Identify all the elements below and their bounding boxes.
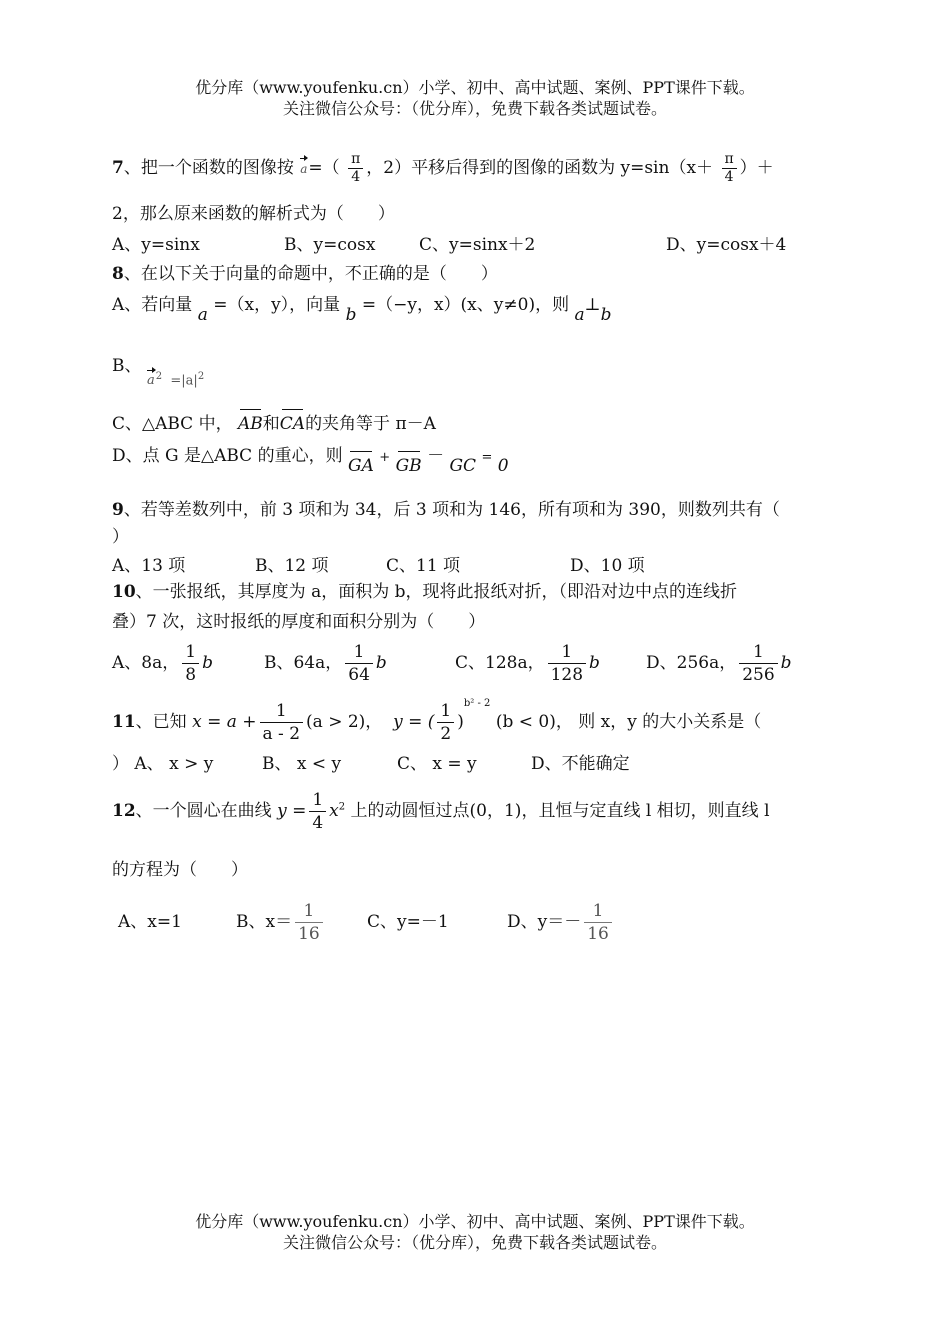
q11-option-c: C、 x = y	[397, 754, 477, 774]
q8-option-d: D、点 G 是△ABC 的重心，则 GA + GB － GC = 0	[112, 446, 509, 476]
q7-number: 7	[112, 158, 124, 178]
q9-option-d: D、10 项	[570, 556, 645, 576]
q7-vector-a: a	[299, 157, 308, 181]
q9-stem: 9、若等差数列中，前 3 项和为 34，后 3 项和为 146，所有项和为 390，则数列共有（	[112, 500, 780, 520]
q7-option-c: C、y=sinx＋2	[419, 235, 536, 255]
q12-option-b: B、x＝ $\frac{1}{16}$	[236, 900, 326, 945]
q11-fraction-2: $\frac{1}{2}$	[437, 700, 454, 745]
q8-number: 8	[112, 264, 124, 284]
q10-option-b: B、64a， $\frac{1}{64}$ b	[264, 642, 387, 685]
q11-fraction-1: $\frac{1}{a - 2}$	[260, 700, 304, 745]
q8-stem: 8、在以下关于向量的命题中，不正确的是（ ）	[112, 264, 498, 284]
q8-option-a: A、若向量 a =（x，y），向量 b =（−y，x）(x、y≠0)，则 a⊥b	[112, 295, 612, 325]
footer-banner	[0, 1211, 950, 1253]
q11-number: 11	[112, 712, 136, 732]
q7-option-b: B、y=cosx	[284, 235, 376, 255]
q9-number: 9	[112, 500, 124, 520]
q7-option-a: A、y=sinx	[112, 235, 200, 255]
q12-number: 12	[112, 801, 136, 821]
q7-line-1: 7、把一个函数的图像按 a=（ $\frac{\pi}{4}$ ，2）平移后得到的图像的函数为 y=sin（x＋ $\frac{\pi}{4}$ ）＋	[112, 151, 774, 185]
q7-option-d: D、y=cosx＋4	[666, 235, 787, 255]
q7-fraction-1: $\frac{\pi}{4}$	[348, 151, 363, 186]
q8-option-b: B、	[112, 356, 142, 376]
vector-ga: GA	[348, 450, 374, 478]
q12-stem-line-2: 的方程为（ ）	[112, 860, 248, 880]
q11-option-b: B、 x < y	[262, 754, 342, 774]
q9-option-b: B、12 项	[255, 556, 329, 576]
q7-fraction-2: $\frac{\pi}{4}$	[721, 151, 736, 186]
q9-option-a: A、13 项	[112, 556, 186, 576]
q11-option-a: A、 x > y	[134, 754, 214, 774]
q8-option-b-expr: $a^2 =|a|^2$	[146, 365, 204, 393]
q8-option-c: C、△ABC 中， AB和CA的夹角等于 π－A	[112, 408, 436, 436]
q10-stem: 10、一张报纸，其厚度为 a，面积为 b，现将此报纸对折，（即沿对边中点的连线折	[112, 582, 737, 602]
q9-option-c: C、11 项	[386, 556, 461, 576]
q9-stem-line-2: ）	[112, 527, 129, 547]
q12-option-d: D、y＝－ $\frac{1}{16}$	[507, 900, 615, 945]
header-banner	[0, 77, 950, 119]
q10-number: 10	[112, 582, 136, 602]
q11-options: ） A、 x > y B、 x < y C、 x = y D、不能确定	[112, 754, 630, 774]
banner-line-1: 优分库（www.youfenku.cn）小学、初中、高中试题、案例、PPT课件下载。	[195, 78, 755, 97]
q12-fraction: $\frac{1}{4}$	[309, 789, 326, 834]
banner-line-2: 关注微信公众号：（优分库），免费下载各类试题试卷。	[282, 99, 667, 118]
footer-line-1: 优分库（www.youfenku.cn）小学、初中、高中试题、案例、PPT课件下载。	[195, 1212, 755, 1231]
q10-option-d: D、256a， $\frac{1}{256}$ b	[646, 642, 792, 685]
q10-stem-line-2: 叠）7 次，这时报纸的厚度和面积分别为（ ）	[112, 612, 486, 632]
footer-line-2: 关注微信公众号：（优分库），免费下载各类试题试卷。	[282, 1233, 667, 1252]
q10-option-a: A、8a， $\frac{1}{8}$ b	[112, 642, 213, 685]
q7-line-2: 2，那么原来函数的解析式为（ ）	[112, 204, 395, 224]
q12-stem: 12、一个圆心在曲线 y = $\frac{1}{4}$ $x^2$ 上的动圆恒过点(0，1)，且恒与定直线 l 相切，则直线 l	[112, 790, 770, 833]
vector-ca: CA	[280, 408, 305, 436]
q11-stem: 11、已知 x = a + $\frac{1}{a - 2}$ (a > 2)， y = ( $\frac{1}{2}$ )$^{b^2 - 2}$ (b < 0)， 则 x，y 的大小关系是（	[112, 698, 762, 744]
q10-option-c: C、128a， $\frac{1}{128}$ b	[455, 642, 600, 685]
q12-option-a: A、x=1	[118, 912, 182, 932]
vector-gc: GC	[449, 456, 477, 476]
q12-option-c: C、y=－1	[367, 912, 449, 932]
vector-gb: GB	[396, 450, 422, 478]
vector-ab: AB	[238, 408, 263, 436]
q11-option-d: D、不能确定	[531, 754, 630, 774]
